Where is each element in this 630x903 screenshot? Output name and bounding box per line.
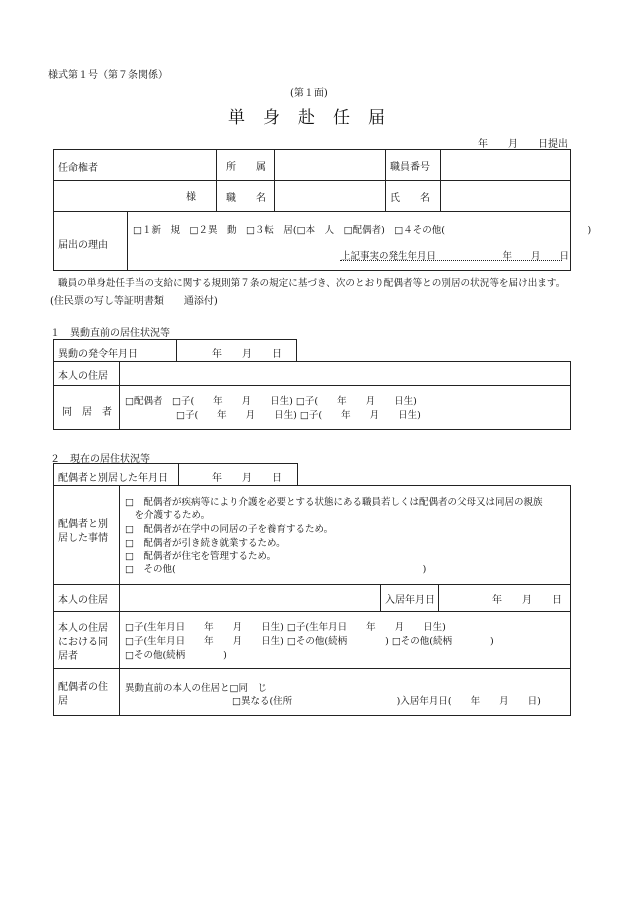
circumstance-item[interactable]: □ 配偶者が疾病等により介護を必要とする状態にある職員若しくは配偶者の父母又は同居の親族 [125,497,543,508]
current-cohabitants-row-2[interactable]: □子(生年月日 年 月 日生) □その他(続柄 ) □その他(続柄 ) [125,636,494,647]
spouse-address-label-1: 配偶者の住 [58,682,108,693]
form-number: 様式第１号（第７条関係） [48,70,168,81]
circumstance-item[interactable]: □ 配偶者が住宅を管理するため。 [125,551,277,562]
name-label: 氏 名 [390,193,430,204]
position-label: 職 名 [226,193,266,204]
department-label: 所 属 [226,162,266,173]
circumstance-item[interactable]: □ 配偶者が在学中の同居の子を養育するため。 [125,524,334,535]
section1-heading: １ 異動直前の居住状況等 [50,328,170,339]
sama-label: 様 [186,192,196,203]
prior-cohabitants-row-1[interactable]: □配偶者 □子( 年 月 日生) □子( 年 月 日生) [125,396,417,407]
occurrence-date: 上記事実の発生年月日 年 月 日 [341,251,570,262]
current-address-label: 本人の住居 [58,595,108,606]
staff-number-label: 職員番号 [390,162,430,173]
current-cohabitants-row-3[interactable]: □その他(続柄 ) [125,650,227,661]
order-date-label: 異動の発令年月日 [58,349,138,360]
current-cohabitants-label-3: 居者 [58,651,78,662]
face-label: (第１面) [290,88,328,99]
submit-date: 年 月 日提出 [478,139,568,150]
page-title: 単身赴任届 [228,108,403,128]
order-date-value[interactable]: 年 月 日 [212,349,282,360]
separate-date-label: 配偶者と別居した年月日 [58,473,168,484]
reason-label: 届出の理由 [58,240,108,251]
prior-cohabitants-label: 同 居 者 [62,407,112,418]
circumstance-label-2: 居した事情 [58,533,108,544]
circumstance-label-1: 配偶者と別 [58,519,108,530]
current-cohabitants-label-2: における同 [58,637,108,648]
statement-line-2: (住民票の写し等証明書類 通添付) [50,296,218,307]
appointer-label: 任命権者 [58,163,98,174]
spouse-address-row-1[interactable]: 異動直前の本人の住居と□同 じ [125,683,267,694]
circumstance-item: を介護するため。 [125,510,211,521]
reason-options[interactable]: □１新 規 □２異 動 □３転 居(□本 人 □配偶者) □４その他( ) [133,225,592,236]
current-cohabitants-label-1: 本人の住居 [58,623,108,634]
separate-date-value[interactable]: 年 月 日 [212,473,282,484]
circumstance-item[interactable]: □ 配偶者が引き続き就業するため。 [125,538,286,549]
move-in-label: 入居年月日 [385,595,435,606]
spouse-address-label-2: 居 [58,696,68,707]
circumstance-item[interactable]: □ その他( ) [125,564,427,575]
statement-line-1: 職員の単身赴任手当の支給に関する規則第７条の規定に基づき、次のとおり配偶者等との別居の状況等を届け出ます。 [58,278,566,289]
section2-heading: ２ 現在の居住状況等 [50,454,150,465]
spouse-address-row-2[interactable]: □異なる(住所 )入居年月日( 年 月 日) [232,696,541,707]
prior-cohabitants-row-2[interactable]: □子( 年 月 日生) □子( 年 月 日生) [176,410,421,421]
current-cohabitants-row-1[interactable]: □子(生年月日 年 月 日生) □子(生年月日 年 月 日生) [125,622,446,633]
move-in-value[interactable]: 年 月 日 [492,595,562,606]
prior-address-label: 本人の住居 [58,371,108,382]
